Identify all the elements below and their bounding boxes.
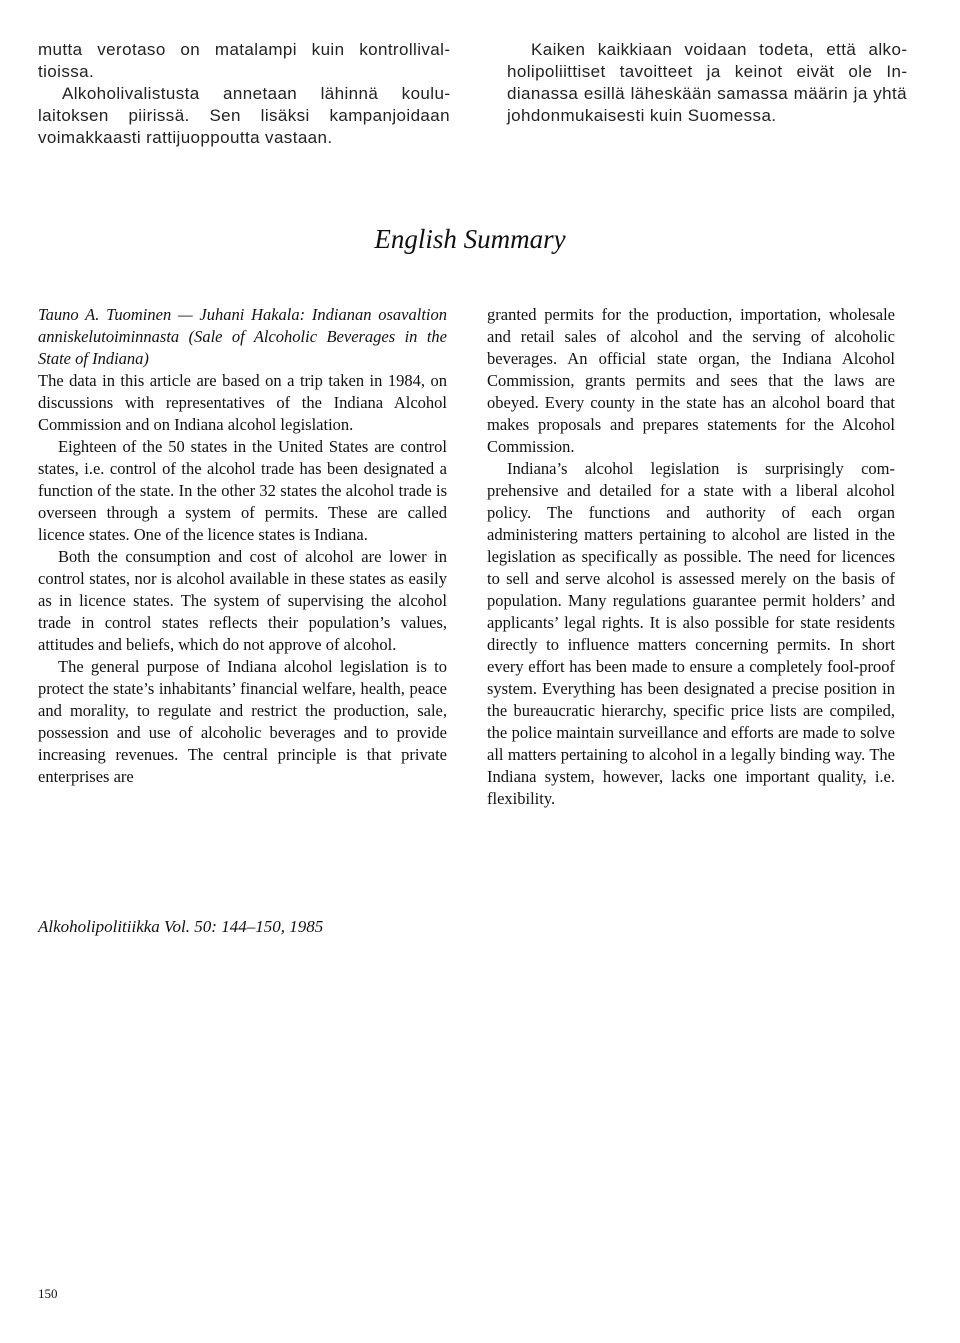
page-number: 150 [38, 1286, 58, 1301]
summary-paragraph: Eighteen of the 50 states in the United States are control states, i.e. control of the alcohol trade has been designated a function of the state. In the other 32 states the alcohol trade is overseen through a system of permits. These are called licence states. One of the licence states is Indiana. [38, 437, 447, 544]
summary-right-column [487, 304, 895, 810]
finnish-text-left-column [38, 39, 450, 149]
summary-paragraph: Both the consumption and cost of alcohol are lower in control states, nor is alcohol available in these states as easily as in licence states. The system of supervising the alcohol trade in control states reflects their population’s values, attitudes and beliefs, which do not approve of alcohol. [38, 547, 447, 654]
summary-byline: Tauno A. Tuominen — Juhani Hakala: Indianan osavaltion anniskelutoiminnasta (Sale of Alcoholic Beverages in the State of Indiana) [38, 305, 447, 368]
english-summary-heading: English Summary [374, 224, 566, 254]
finnish-text-right-column [507, 39, 907, 127]
summary-left-column [38, 304, 447, 788]
journal-citation: Alkoholipolitiikka Vol. 50: 144–150, 1985 [38, 917, 324, 936]
finnish-paragraph: mutta verotaso on matalampi kuin kontrollivaltioissa. [38, 40, 450, 81]
summary-paragraph: The general purpose of Indiana alcohol legislation is to protect the state’s inhabitants’ financial welfare, health, peace and morality, to regulate and restrict the production, sale, possession and use of alcoholic beverages and to provide increasing revenues. The central principle is that private enterprises are [38, 657, 447, 786]
finnish-paragraph: Alkoholivalistusta annetaan lähinnä koululaitoksen piirissä. Sen lisäksi kampanjoidaan voimakkaasti rattijuoppoutta vastaan. [38, 84, 450, 147]
summary-paragraph: The data in this article are based on a trip taken in 1984, on discussions with representatives of the Indiana Alcohol Commission and on Indiana alcohol legislation. [38, 371, 447, 434]
summary-paragraph: Indiana’s alcohol legislation is surprisingly comprehensive and detailed for a state with a liberal alcohol policy. The functions and authority of each organ administering matters pertaining to alcohol are listed in the legislation as specifically as possible. The need for licences to sell and serve alcohol is assessed merely on the basis of population. Many regulations guarantee permit holders’ and applicants’ legal rights. It is also possible for state residents directly to influence matters concerning permits. In short every effort has been made to ensure a completely fool-proof system. Everything has been designated a precise position in the bureaucratic hierarchy, specific price lists are compiled, the police maintain surveillance and efforts are made to solve all matters pertaining to alcohol in a legally binding way. The Indiana system, however, lacks one important quality, i.e. flexibility. [487, 459, 895, 808]
finnish-paragraph: Kaiken kaikkiaan voidaan todeta, että alkoholipoliittiset tavoitteet ja keinot eivät ole Indianassa esillä läheskään samassa määrin ja yhtä johdonmukaisesti kuin Suomessa. [507, 40, 907, 125]
summary-paragraph: granted permits for the production, importation, wholesale and retail sales of alcohol and the serving of alcoholic beverages. An official state organ, the Indiana Alcohol Commission, grants permits and sees that the laws are obeyed. Every county in the state has an alcohol board that makes proposals and prepares statements for the Alcohol Commission. [487, 305, 895, 456]
